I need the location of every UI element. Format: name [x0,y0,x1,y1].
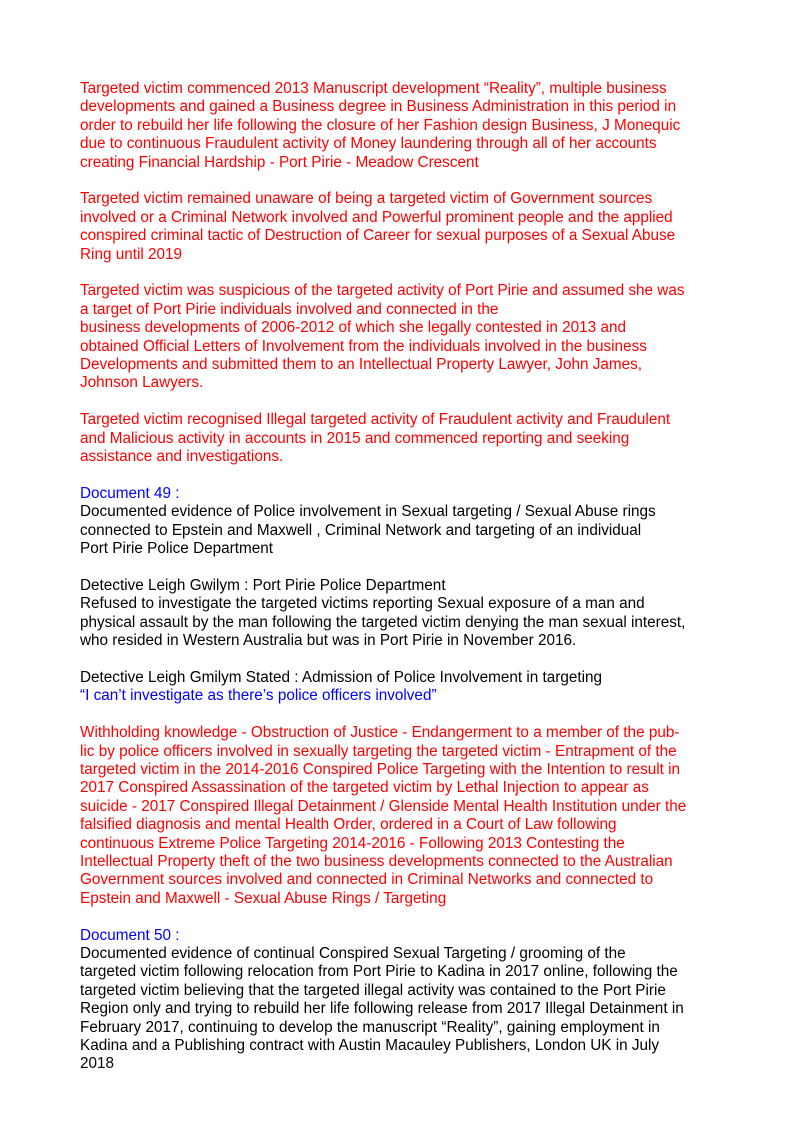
text-line: Withholding knowledge - Obstruction of Justice - Endangerment to a member of the pub- [80,724,680,742]
text-line: lic by police officers involved in sexually targeting the targeted victim - Entrapment of the [80,742,677,760]
text-line: Detective Leigh Gwilym : Port Pirie Police Department [80,576,446,594]
text-line: assistance and investigations. [80,448,284,466]
section-document-49 [80,485,720,559]
text-line: due to continuous Fraudulent activity of Money laundering through all of her accounts [80,135,657,153]
text-line: Port Pirie Police Department [80,540,273,558]
text-line: Developments and submitted them to an Intellectual Property Lawyer, John James, [80,356,643,374]
paragraph-withholding-knowledge [80,724,720,908]
text-line: order to rebuild her life following the closure of her Fashion design Business, J Monequic [80,116,681,134]
document-50-heading: Document 50 : [80,926,180,944]
text-line: physical assault by the man following the targeted victim denying the man sexual interest, [80,613,686,631]
document-49-heading: Document 49 : [80,484,180,502]
text-line: Government sources involved and connected in Criminal Networks and connected to [80,871,654,889]
text-line: Johnson Lawyers. [80,374,204,392]
text-line: falsified diagnosis and mental Health Order, ordered in a Court of Law following [80,816,617,834]
text-line: targeted victim in the 2014-2016 Conspired Police Targeting with the Intention to result in [80,760,681,778]
text-line: Epstein and Maxwell - Sexual Abuse Rings / Targeting [80,889,447,907]
text-line: Ring until 2019 [80,245,183,263]
text-line: conspired criminal tactic of Destruction of Career for sexual purposes of a Sexual Abuse [80,227,676,245]
text-line: Targeted victim commenced 2013 Manuscript development “Reality”, multiple business [80,80,667,97]
text-line: obtained Official Letters of Involvement from the individuals involved in the business [80,337,647,355]
text-line: connected to Epstein and Maxwell , Criminal Network and targeting of an individual [80,521,642,539]
paragraph-detective-statement [80,669,720,706]
text-line: a target of Port Pirie individuals involved and connected in the [80,300,499,318]
text-line: developments and gained a Business degree in Business Administration in this period in [80,98,677,116]
text-line: involved or a Criminal Network involved and Powerful prominent people and the applied [80,208,673,226]
text-line: Documented evidence of Police involvement in Sexual targeting / Sexual Abuse rings [80,503,656,521]
paragraph-manuscript-development [80,80,720,172]
text-line: Region only and trying to rebuild her life following release from 2017 Illegal Detainment in [80,1000,684,1018]
text-line: business developments of 2006-2012 of which she legally contested in 2013 and [80,319,626,337]
text-line: February 2017, continuing to develop the manuscript “Reality”, gaining employment in [80,1018,660,1036]
paragraph-suspicious-port-pirie [80,282,720,392]
text-line: and Malicious activity in accounts in 2015 and commenced reporting and seeking [80,429,630,447]
text-line: Targeted victim was suspicious of the targeted activity of Port Pirie and assumed she was [80,282,685,300]
statement-line: Detective Leigh Gmilym Stated : Admission of Police Involvement in targeting [80,668,603,686]
text-line: 2017 Conspired Assassination of the targeted victim by Lethal Injection to appear as [80,779,649,797]
text-line: Refused to investigate the targeted victims reporting Sexual exposure of a man and [80,595,645,613]
text-line: Intellectual Property theft of the two business developments connected to the Australian [80,852,673,870]
paragraph-unaware-until-2019 [80,190,720,264]
text-line: Targeted victim remained unaware of being a targeted victim of Government sources [80,190,653,208]
paragraph-detective-refusal [80,577,720,651]
text-line: targeted victim believing that the targeted illegal activity was contained to the Port Pirie [80,981,666,999]
text-line: Documented evidence of continual Conspired Sexual Targeting / grooming of the [80,944,626,962]
section-document-50 [80,927,720,1074]
text-line: continuous Extreme Police Targeting 2014-2016 - Following 2013 Contesting the [80,834,625,852]
text-line: who resided in Western Australia but was in Port Pirie in November 2016. [80,632,577,650]
statement-quote: “I can’t investigate as there’s police officers involved” [80,687,437,705]
paragraph-recognised-illegal-activity [80,411,720,466]
text-line: suicide - 2017 Conspired Illegal Detainment / Glenside Mental Health Institution under the [80,797,687,815]
text-line: Kadina and a Publishing contract with Austin Macauley Publishers, London UK in July [80,1037,660,1054]
text-line: targeted victim following relocation from Port Pirie to Kadina in 2017 online, following the [80,963,678,981]
text-line: creating Financial Hardship - Port Pirie - Meadow Crescent [80,153,479,171]
text-line: 2018 [80,1055,115,1073]
text-line: Targeted victim recognised Illegal targeted activity of Fraudulent activity and Fraudulent [80,411,671,429]
document-page [80,80,720,1092]
